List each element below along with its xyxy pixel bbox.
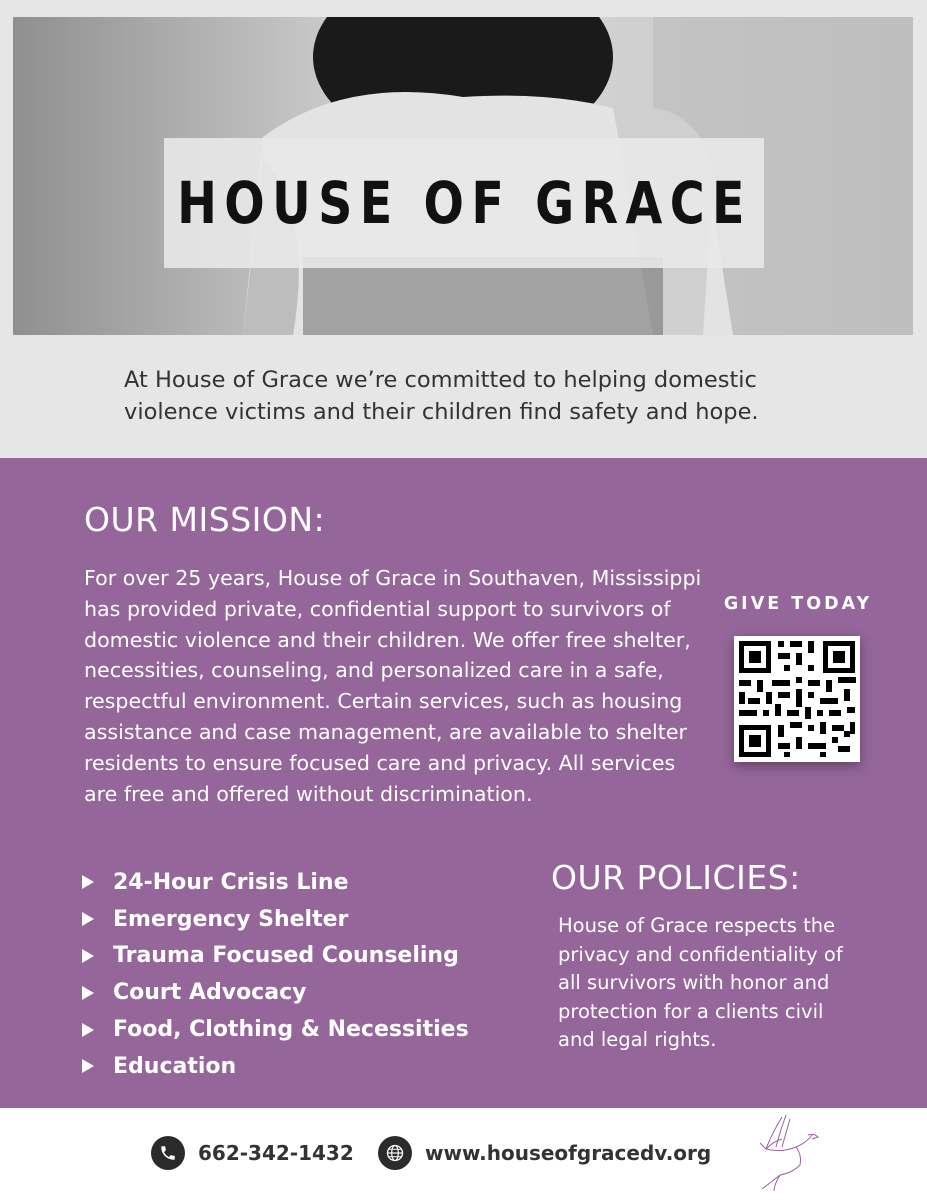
triangle-bullet-icon xyxy=(82,949,94,963)
service-label: Trauma Focused Counseling xyxy=(113,943,459,969)
list-item xyxy=(82,974,469,1011)
phone-glyph xyxy=(159,1144,177,1162)
triangle-bullet-icon xyxy=(82,1023,94,1037)
mission-body: For over 25 years, House of Grace in Southaven, Mississippi has provided private, confidential support to survivors of domestic violence and their children. We offer free shelter, necessities, counseling, and personalized care in a safe, respectful environment. Certain services, such as housing assistance and case management, are available to shelter residents to ensure focused care and privacy. All services are free and offered without discrimination. xyxy=(84,566,702,806)
mission-heading: OUR MISSION: xyxy=(84,500,326,539)
triangle-bullet-icon xyxy=(82,1059,94,1073)
globe-glyph xyxy=(385,1143,405,1163)
services-list xyxy=(82,864,469,1085)
policies-heading: OUR POLICIES: xyxy=(551,858,801,897)
phone-contact[interactable] xyxy=(151,1136,354,1170)
page-title: HOUSE OF GRACE xyxy=(176,169,752,237)
give-today-label: GIVE TODAY xyxy=(723,594,873,614)
service-label: Education xyxy=(113,1053,237,1079)
website-url: www.houseofgracedv.org xyxy=(425,1141,712,1165)
triangle-bullet-icon xyxy=(82,912,94,926)
service-label: Emergency Shelter xyxy=(113,906,349,932)
list-item xyxy=(82,1048,469,1085)
website-contact[interactable] xyxy=(378,1136,711,1170)
list-item xyxy=(82,901,469,938)
qr-code-graphic xyxy=(734,636,860,762)
service-label: Food, Clothing & Necessities xyxy=(113,1017,469,1043)
policies-body: House of Grace respects the privacy and confidentiality of all survivors with honor and protection for a clients civil and legal rights. xyxy=(558,914,843,1051)
triangle-bullet-icon xyxy=(82,986,94,1000)
list-item xyxy=(82,864,469,901)
globe-icon xyxy=(378,1136,412,1170)
list-item xyxy=(82,1011,469,1048)
qr-code-icon[interactable] xyxy=(734,636,860,762)
intro-text: At House of Grace we’re committed to helping domestic violence victims and their children find safety and hope. xyxy=(124,367,759,425)
list-item xyxy=(82,938,469,975)
phone-icon xyxy=(151,1136,185,1170)
dove-icon xyxy=(752,1113,822,1193)
service-label: 24-Hour Crisis Line xyxy=(113,869,349,895)
phone-number: 662-342-1432 xyxy=(198,1141,354,1165)
triangle-bullet-icon xyxy=(82,875,94,889)
title-banner xyxy=(164,138,764,268)
service-label: Court Advocacy xyxy=(113,980,307,1006)
